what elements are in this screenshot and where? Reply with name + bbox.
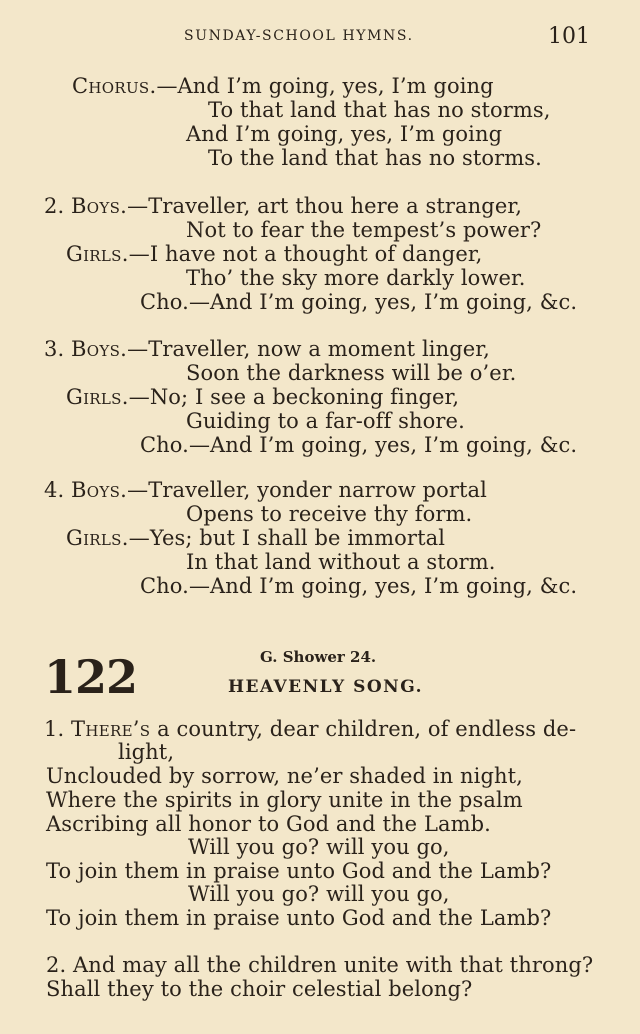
page-number: 101	[548, 24, 590, 49]
verse-4-girls-line-1: Girls.—Yes; but I shall be immortal	[66, 526, 446, 550]
verse-2-boys-line-2: Not to fear the tempest’s power?	[186, 218, 542, 242]
verse-4-girls-line-2: In that land without a storm.	[186, 550, 496, 574]
verse-4-boys-line-1: 4. Boys.—Traveller, yonder narrow portal	[44, 478, 487, 502]
hymn-verse-2-line-1: 2. And may all the children unite with that throng?	[46, 953, 594, 977]
verse-3-boys-line-1: 3. Boys.—Traveller, now a moment linger,	[44, 337, 490, 361]
verse-2-girls-line-2: Tho’ the sky more darkly lower.	[186, 266, 526, 290]
hymn-verse-1-line-9: To join them in praise unto God and the Lamb?	[46, 906, 552, 930]
hymn-verse-1-line-8: Will you go? will you go,	[188, 882, 450, 906]
hymn-title: HEAVENLY SONG.	[228, 677, 424, 697]
hymn-verse-1-line-4: Where the spirits in glory unite in the psalm	[46, 788, 523, 812]
running-header: SUNDAY-SCHOOL HYMNS.	[184, 28, 414, 44]
chorus-label: Chorus.	[72, 74, 157, 98]
hymn-verse-1-line-5: Ascribing all honor to God and the Lamb.	[46, 812, 491, 836]
verse-2-chorus-ref: Cho.—And I’m going, yes, I’m going, &c.	[140, 290, 578, 314]
chorus-line-4: To the land that has no storms.	[208, 146, 542, 170]
verse-2-boys-line-1: 2. Boys.—Traveller, art thou here a stranger,	[44, 194, 522, 218]
verse-3-girls-line-1: Girls.—No; I see a beckoning finger,	[66, 385, 460, 409]
verse-4-boys-line-2: Opens to receive thy form.	[186, 502, 473, 526]
verse-4-chorus-ref: Cho.—And I’m going, yes, I’m going, &c.	[140, 574, 578, 598]
hymn-tune: G. Shower 24.	[260, 648, 377, 666]
hymn-verse-1-line-3: Unclouded by sorrow, ne’er shaded in night,	[46, 764, 523, 788]
verse-2-girls-line-1: Girls.—I have not a thought of danger,	[66, 242, 483, 266]
hymn-verse-1-line-6: Will you go? will you go,	[188, 835, 450, 859]
hymn-verse-1-line-1: 1. There’s a country, dear children, of endless de-	[44, 717, 577, 741]
hymn-verse-1-line-7: To join them in praise unto God and the Lamb?	[46, 859, 552, 883]
hymn-verse-2-line-2: Shall they to the choir celestial belong?	[46, 977, 473, 1001]
chorus-line-3: And I’m going, yes, I’m going	[186, 122, 503, 146]
verse-3-chorus-ref: Cho.—And I’m going, yes, I’m going, &c.	[140, 433, 578, 457]
hymn-verse-1-line-2: light,	[118, 740, 175, 764]
verse-3-boys-line-2: Soon the darkness will be o’er.	[186, 361, 517, 385]
chorus-line-2: To that land that has no storms,	[208, 98, 551, 122]
hymn-number: 122	[44, 650, 138, 704]
verse-3-girls-line-2: Guiding to a far-off shore.	[186, 409, 465, 433]
chorus-line-1: Chorus.—And I’m going, yes, I’m going	[72, 74, 494, 98]
